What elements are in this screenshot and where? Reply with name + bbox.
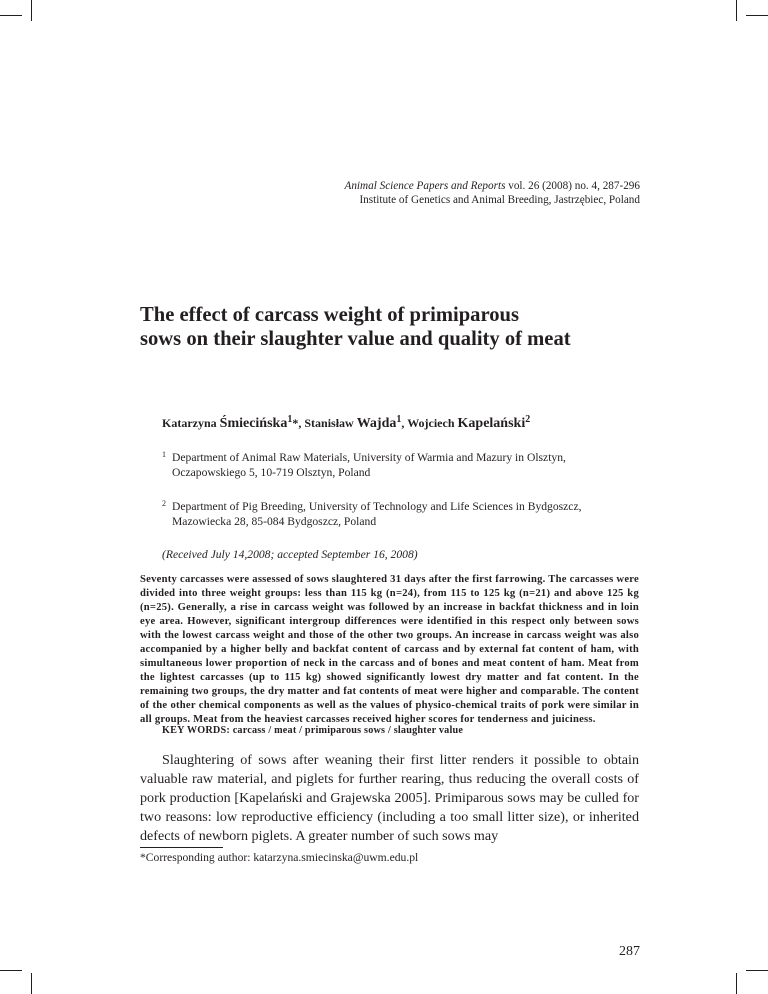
- affiliation-2-line-1: Department of Pig Breeding, University of Technology and Life Sciences in Bydgoszcz,: [172, 500, 582, 513]
- author-separator: ,: [401, 416, 408, 430]
- author-1-affil: 1: [287, 414, 293, 425]
- affiliation-1: [162, 450, 682, 480]
- footnote-rule: [140, 847, 223, 848]
- affiliation-2: [162, 499, 682, 529]
- crop-mark-bottom-right-h: [746, 970, 768, 971]
- author-2-last: Wajda: [356, 416, 397, 431]
- received-dates: (Received July 14,2008; accepted September 16, 2008): [162, 548, 418, 561]
- journal-citation: vol. 26 (2008) no. 4, 287-296: [505, 180, 640, 192]
- crop-mark-bottom-right-v: [736, 973, 737, 994]
- author-3-last: Kapelański: [457, 416, 526, 431]
- body-paragraph: Slaughtering of sows after weaning their first litter renders it possible to obtain valuable raw material, and piglets for further rearing, thus reducing the overall costs of pork production [Kapelański and Grajewska 2005]. Primiparous sows may be culled for two reasons: low reproductive efficiency (including a too small litter size), or inherited defects of newborn piglets. A greater number of such sows may: [140, 752, 639, 844]
- author-3-affil: 2: [525, 414, 531, 425]
- affiliation-1-number: 1: [162, 450, 166, 459]
- keywords: KEY WORDS: carcass / meat / primiparous sows / slaughter value: [162, 725, 464, 736]
- affiliation-2-number: 2: [162, 499, 166, 508]
- author-list: [162, 414, 530, 432]
- author-2-affil: 1: [396, 414, 402, 425]
- author-1-last: Śmiecińska: [219, 416, 288, 431]
- affiliation-1-line-1: Department of Animal Raw Materials, University of Warmia and Mazury in Olsztyn,: [172, 451, 566, 464]
- author-3-first: Wojciech: [407, 416, 458, 430]
- crop-mark-top-right-v: [736, 0, 737, 21]
- affiliation-1-line-2: Oczapowskiego 5, 10-719 Olsztyn, Poland: [172, 466, 371, 479]
- crop-mark-top-right-h: [746, 15, 768, 16]
- journal-name: Animal Science Papers and Reports: [344, 180, 506, 192]
- institute-line: Institute of Genetics and Animal Breeding, Jastrzębiec, Poland: [359, 194, 640, 206]
- author-1-first: Katarzyna: [162, 416, 220, 430]
- crop-mark-top-left-v: [31, 0, 32, 21]
- article-title: [140, 303, 660, 351]
- abstract: Seventy carcasses were assessed of sows slaughtered 31 days after the first farrowing. The carcasses were divided into three weight groups: less than 115 kg (n=24), from 115 to 125 kg (n=21) and above 125 kg (n=25). Generally, a rise in carcass weight was followed by an increase in backfat thickness and in loin eye area. However, significant intergroup differences were identified in this respect only between sows with the lowest carcass weight and those of the other two groups. An increase in carcass weight was also accompanied by a higher belly and backfat content of carcass and by external fat content of ham, with simultaneous lower proportion of neck in the carcass and of bones and meat content of ham. Meat from the lightest carcasses (up to 115 kg) showed significantly lowest dry matter and fat content. In the remaining two groups, the dry matter and fat contents of meat were higher and comparable. The content of the other chemical components as well as the values of physico-chemical traits of pork were similar in all groups. Meat from the heaviest carcasses received higher scores for tenderness and juiciness.: [140, 574, 639, 725]
- crop-mark-top-left-h: [0, 15, 22, 16]
- author-2-first: Stanisław: [304, 416, 357, 430]
- corresponding-author-footnote: *Corresponding author: katarzyna.smiecinska@uwm.edu.pl: [140, 851, 419, 864]
- crop-mark-bottom-left-h: [0, 970, 22, 971]
- page-number: 287: [619, 944, 640, 959]
- corresponding-mark: *,: [292, 416, 305, 430]
- journal-header: [344, 179, 640, 193]
- affiliation-2-line-2: Mazowiecka 28, 85-084 Bydgoszcz, Poland: [172, 515, 377, 528]
- crop-mark-bottom-left-v: [31, 973, 32, 994]
- title-line-2: sows on their slaughter value and quality of meat: [140, 328, 571, 350]
- title-line-1: The effect of carcass weight of primiparous: [140, 304, 520, 326]
